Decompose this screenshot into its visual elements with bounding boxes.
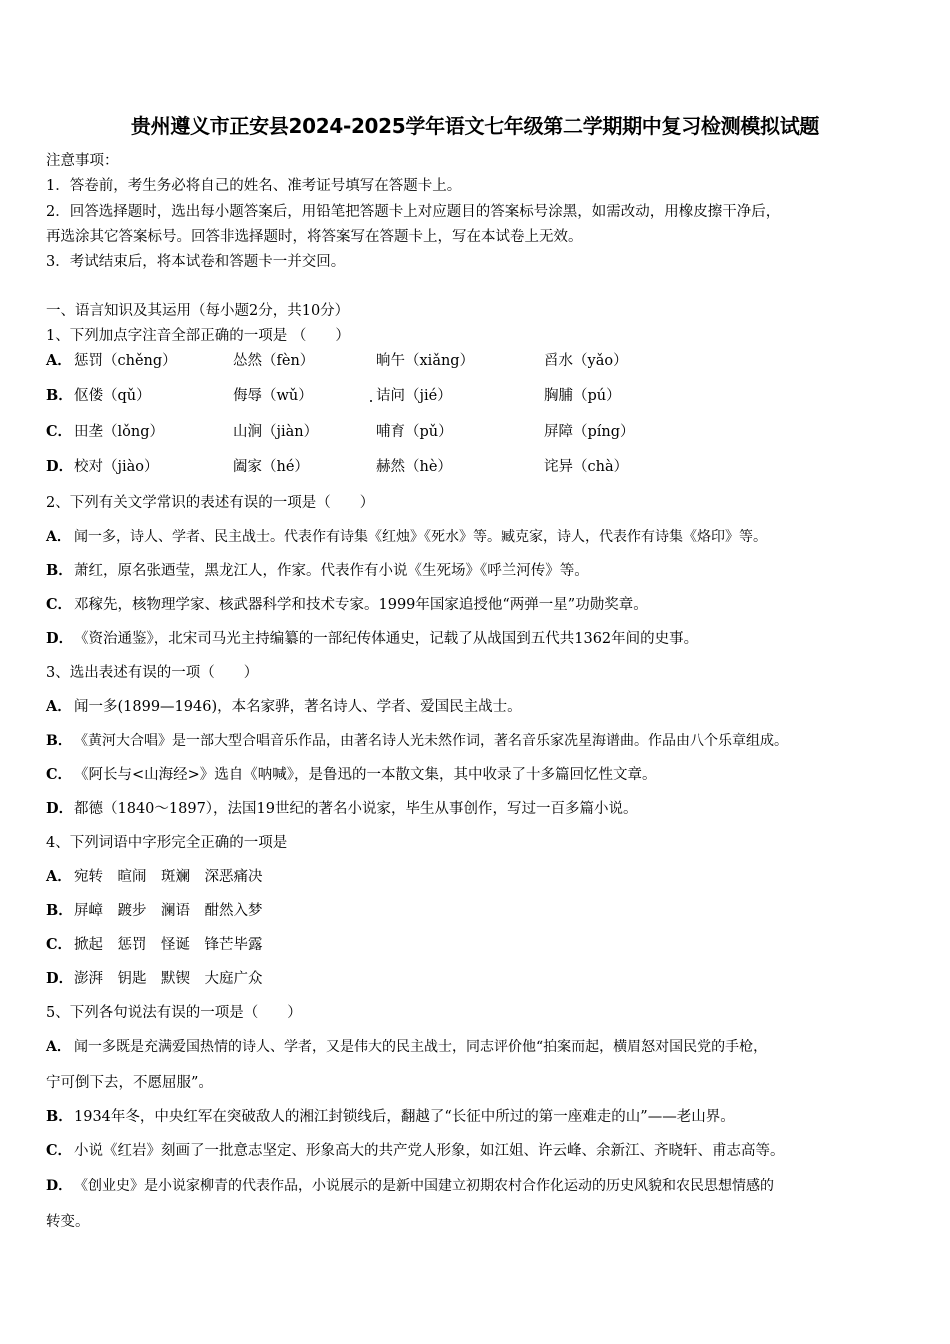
option-text: 澎湃 钥匙 默锲 大庭广众 <box>74 971 263 987</box>
q1-option-c-item: 屏障（píng） <box>544 424 635 440</box>
option-letter: C． <box>46 766 73 783</box>
option-letter: A． <box>46 1039 71 1055</box>
q2-option-a <box>46 527 767 547</box>
q1-option-a-item: 惩罚（chěng） <box>74 353 177 369</box>
q1-option-d-item: 阖家（hé） <box>233 459 309 475</box>
q5-option-d-cont: 转变。 <box>46 1214 90 1230</box>
q1-option-d-item: 校对（jiào） <box>74 459 159 475</box>
q4-option-a <box>46 867 263 887</box>
q1-option-a-item: 怂然（fèn） <box>233 353 315 369</box>
q4-option-b <box>46 901 263 921</box>
section-heading: 一、语言知识及其运用（每小题2分，共10分） <box>46 303 350 319</box>
option-letter: D． <box>46 970 74 987</box>
q5-option-b <box>46 1107 735 1127</box>
notice-item-2: 2．回答选择题时，选出每小题答案后，用铅笔把答题卡上对应题目的答案标号涂黑，如需改动，用橡皮擦干净后， <box>46 204 781 220</box>
notice-item-3: 3．考试结束后，将本试卷和答题卡一并交回。 <box>46 254 346 270</box>
option-text: 《阿长与<山海经>》选自《呐喊》，是鲁迅的一本散文集，其中收录了十多篇回忆性文章。 <box>74 767 657 783</box>
q5-option-a <box>46 1037 767 1057</box>
option-letter: B． <box>46 902 73 919</box>
q2-option-c <box>46 595 648 615</box>
option-text: 《创业史》是小说家柳青的代表作品，小说展示的是新中国建立初期农村合作化运动的历史风貌和农民思想情感的 <box>74 1178 774 1194</box>
option-text: 邓稼先，核物理学家、核武器科学和技术专家。1999年国家追授他“两弹一星”功勋奖章。 <box>74 597 648 613</box>
question-2-stem: 2、下列有关文学常识的表述有误的一项是（ ） <box>46 495 375 511</box>
question-3-stem: 3、选出表述有误的一项（ ） <box>46 665 259 681</box>
option-text: 宛转 暄闹 斑斓 深恶痛决 <box>74 869 263 885</box>
question-5-stem: 5、下列各句说法有误的一项是（ ） <box>46 1005 302 1021</box>
option-letter: D． <box>46 630 74 647</box>
option-text: 《资治通鉴》，北宋司马光主持编纂的一部纪传体通史，记载了从战国到五代共1362年间的史事。 <box>74 631 699 647</box>
q1-option-c-letter: C． <box>46 423 73 440</box>
q1-option-c-item: 田垄（lǒng） <box>74 424 164 440</box>
q1-option-b-item: 胸脯（pú） <box>544 388 621 404</box>
option-letter: D． <box>46 800 74 817</box>
q1-option-d-item: 赫然（hè） <box>376 459 452 475</box>
q1-option-a-item: 晌午（xiǎng） <box>376 353 475 369</box>
q3-option-d <box>46 799 638 819</box>
option-letter: D． <box>46 1178 73 1194</box>
question-1-stem: 1、下列加点字注音全部正确的一项是 （ ） <box>46 328 350 344</box>
q3-option-c <box>46 765 657 785</box>
exam-title: 贵州遵义市正安县2024-2025学年语文七年级第二学期期中复习检测模拟试题 <box>130 114 820 138</box>
option-text: 闻一多，诗人、学者、民主战士。代表作有诗集《红烛》《死水》等。臧克家，诗人，代表作有诗集《烙印》等。 <box>74 529 767 545</box>
q1-option-b-item: 伛偻（qǔ） <box>74 388 151 404</box>
q4-option-c <box>46 935 263 955</box>
q5-option-d <box>46 1176 774 1196</box>
q3-option-b <box>46 731 788 751</box>
option-letter: B． <box>46 733 72 749</box>
option-text: 屏嶂 踱步 澜语 酣然入梦 <box>74 903 263 919</box>
q2-option-d <box>46 629 698 649</box>
notice-header: 注意事项： <box>46 153 119 169</box>
q1-option-c-item: 山涧（jiàn） <box>233 424 319 440</box>
q5-option-c <box>46 1141 785 1161</box>
q2-option-b <box>46 561 589 581</box>
option-letter: A． <box>46 698 72 715</box>
option-letter: A． <box>46 529 71 545</box>
option-text: 1934年冬，中央红军在突破敌人的湘江封锁线后，翻越了“长征中所过的第一座难走的山”——老山界。 <box>74 1109 735 1125</box>
option-text: 小说《红岩》刻画了一批意志坚定、形象高大的共产党人形象，如江姐、许云峰、余新江、齐晓轩、甫志高等。 <box>74 1143 785 1159</box>
option-text: 都德（1840～1897），法国19世纪的著名小说家，毕生从事创作，写过一百多篇小说。 <box>74 801 638 817</box>
option-letter: B． <box>46 1108 73 1125</box>
q4-option-d <box>46 969 263 989</box>
option-letter: C． <box>46 1142 73 1159</box>
option-letter: A． <box>46 868 72 885</box>
q1-option-c-item: 哺育（pǔ） <box>376 424 453 440</box>
q1-option-a-letter: A． <box>46 352 72 369</box>
option-text: 闻一多(1899—1946)，本名家骅，著名诗人、学者、爱国民主战士。 <box>74 699 522 715</box>
q1-option-b-item: 诘问（jié） <box>376 388 452 404</box>
option-letter: C． <box>46 596 73 613</box>
question-4-stem: 4、下列词语中字形完全正确的一项是 <box>46 835 288 851</box>
q5-option-a-cont: 宁可倒下去，不愿屈服”。 <box>46 1075 213 1091</box>
option-letter: B． <box>46 562 73 579</box>
option-text: 萧红，原名张迺莹，黑龙江人，作家。代表作有小说《生死场》《呼兰河传》等。 <box>74 563 589 579</box>
option-text: 掀起 惩罚 怪诞 锋芒毕露 <box>74 937 263 953</box>
emphasis-dot-icon <box>370 400 372 402</box>
q1-option-b-item: 侮辱（wǔ） <box>233 388 313 404</box>
option-text: 闻一多既是充满爱国热情的诗人、学者，又是伟大的民主战士，同志评价他“拍案而起，横眉怒对国民党的手枪， <box>74 1039 768 1055</box>
option-text: 《黄河大合唱》是一部大型合唱音乐作品，由著名诗人光未然作词，著名音乐家冼星海谱曲。作品由八个乐章组成。 <box>74 733 788 749</box>
q1-option-d-letter: D． <box>46 458 74 475</box>
option-letter: C． <box>46 936 73 953</box>
q1-option-a-item: 舀水（yǎo） <box>544 353 628 369</box>
q1-option-b-letter: B． <box>46 387 73 404</box>
q3-option-a <box>46 697 522 717</box>
notice-item-2-cont: 再选涂其它答案标号。回答非选择题时，将答案写在答题卡上，写在本试卷上无效。 <box>46 229 583 245</box>
notice-item-1: 1．答卷前，考生务必将自己的姓名、准考证号填写在答题卡上。 <box>46 178 462 194</box>
q1-option-d-item: 诧异（chà） <box>544 459 629 475</box>
